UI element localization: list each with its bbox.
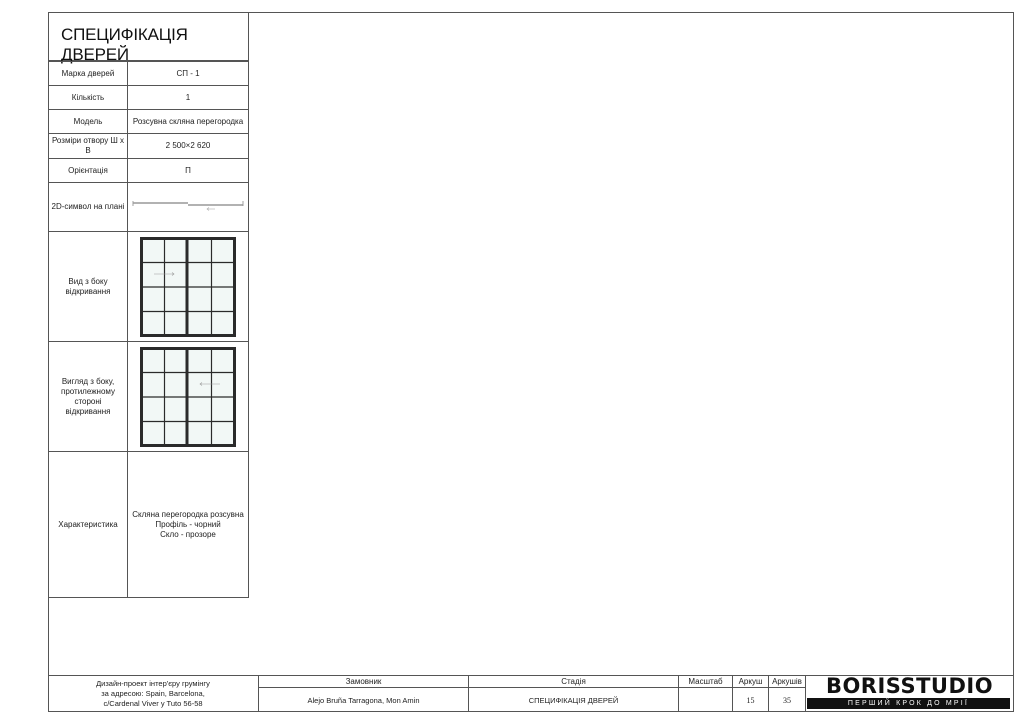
stage-value: СПЕЦИФІКАЦІЯ ДВЕРЕЙ [528,695,619,705]
view-opening-label: Вид з боку відкривання [49,232,128,342]
door-elevation-icon [140,237,236,337]
studio-logo: BORISSTUDIO [825,674,994,698]
model-value: Розсувна скляна перегородка [128,110,249,134]
sheet-number: 15 [746,695,755,705]
view-opposite-cell [128,342,249,452]
sheets-total-label: Аркушів [772,677,802,686]
quantity-value: 1 [128,86,249,110]
row-mark [49,62,249,86]
address-line: Дизайн-проект інтер'єру грумінгу [96,679,210,688]
symbol-label: 2D-символ на плані [49,183,128,232]
door-elevation-opposite-icon [140,347,236,447]
scale-label: Масштаб [688,677,723,686]
mark-label: Марка дверей [49,62,128,86]
row-size [49,134,249,159]
address-line: за адресою: Spain, Barcelona, [101,689,205,698]
client-value: Alejo Bruña Tarragona, Mon Amin [307,695,420,705]
project-address [48,676,258,712]
size-value: 2 500×2 620 [128,134,249,159]
door-spec-table [48,61,249,598]
characteristics-value [128,452,249,598]
view-opening-cell [128,232,249,342]
row-view-opposite-side [49,342,249,452]
characteristics-line: Профіль - чорний [155,519,221,529]
row-model [49,110,249,134]
characteristics-label: Характеристика [49,452,128,598]
sheet-label: Аркуш [738,677,763,686]
studio-tagline: ПЕРШИЙ КРОК ДО МРІЇ [807,698,1010,709]
characteristics-line: Скло - прозоре [160,529,216,539]
plan-symbol-icon [131,199,245,215]
characteristics-line: Скляна перегородка розсувна [132,509,244,519]
row-view-opening-side [49,232,249,342]
title-box [48,12,249,64]
sheets-total: 35 [783,695,791,705]
page-title: СПЕЦИФІКАЦІЯ ДВЕРЕЙ [61,25,188,64]
stage-label: Стадія [561,677,586,686]
symbol-cell [128,183,249,232]
row-characteristics [49,452,249,598]
address-line: c/Cardenal Viver y Tuto 56-58 [103,699,203,708]
client-label: Замовник [345,677,382,686]
size-label: Розміри отвору Ш х В [49,134,128,159]
title-block-divider [805,675,806,712]
orientation-value: П [128,159,249,183]
view-opposite-label: Вигляд з боку, протилежному стороні відкривання [49,342,128,452]
quantity-label: Кількість [49,86,128,110]
row-2d-symbol [49,183,249,232]
row-quantity [49,86,249,110]
mark-value: СП - 1 [128,62,249,86]
row-orientation [49,159,249,183]
model-label: Модель [49,110,128,134]
orientation-label: Орієнтація [49,159,128,183]
